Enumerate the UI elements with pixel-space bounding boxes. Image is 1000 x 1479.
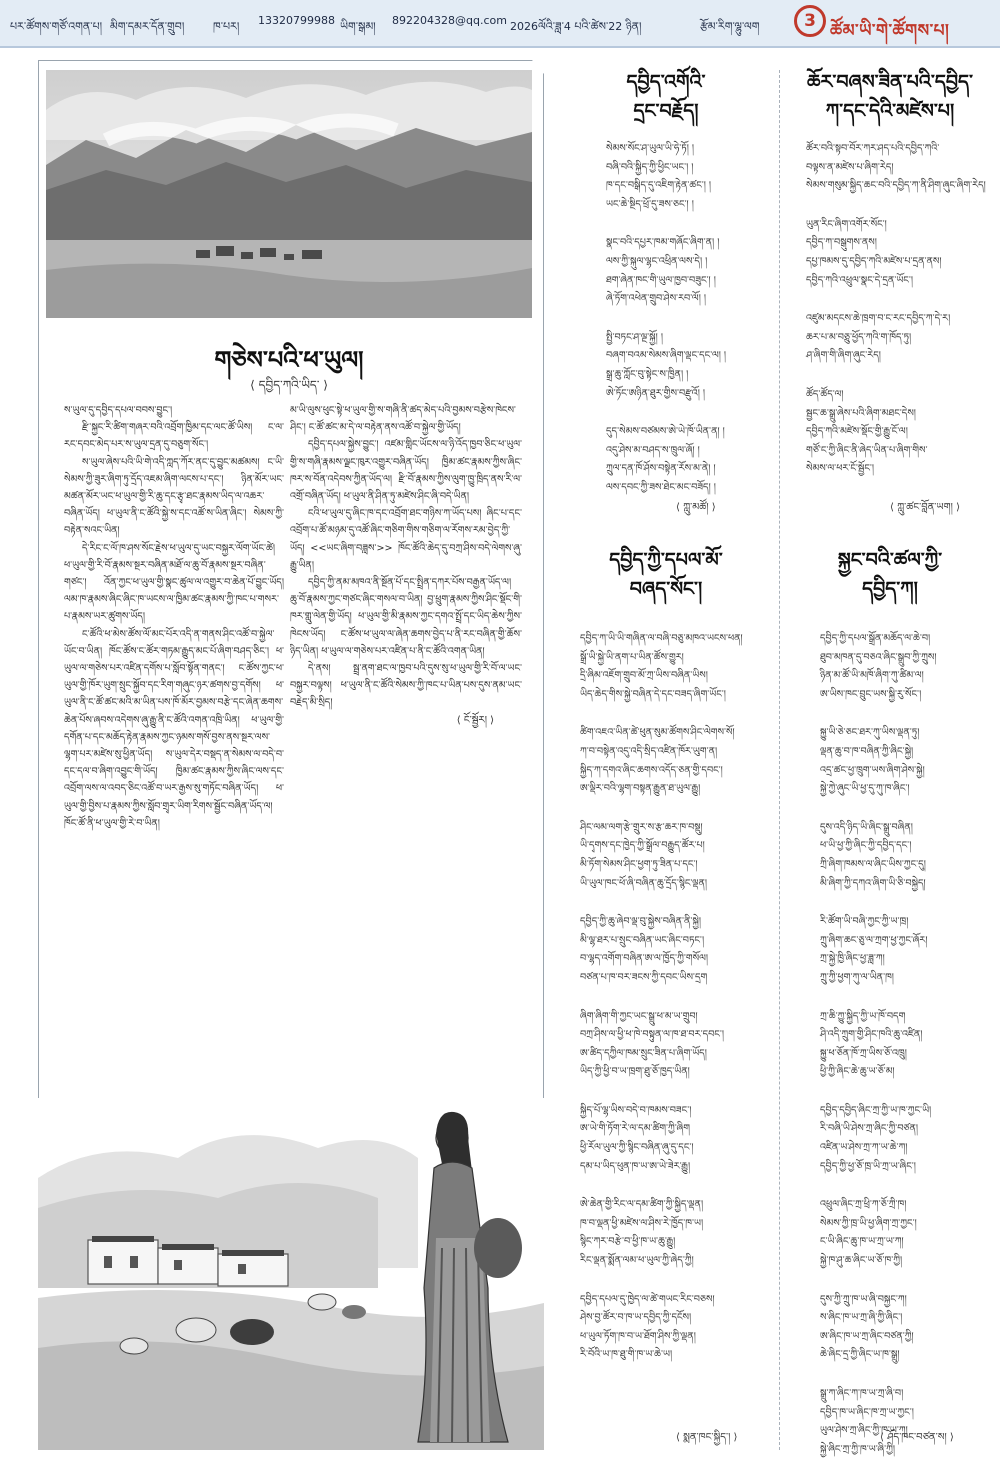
poem-stanza	[820, 913, 994, 987]
phone-label: ཁ་པར།	[213, 20, 240, 33]
poem-stanza	[580, 1196, 776, 1270]
poem-title	[788, 68, 992, 126]
poem-line: ཚོད་ཚོད་ལ།	[806, 388, 844, 400]
poem-title-line: བཞད་སོང་།	[629, 578, 703, 600]
poem-stanza	[820, 1291, 994, 1365]
article-signature: ⟨ ངོ་སྦྱོར། ⟩	[456, 714, 494, 726]
mountain-village-photo	[46, 70, 532, 318]
poem-line: ཞིག་ཞིག་གི་ཀྱང་ཡང་སྒྲུ་ཕ་མ་ཡ་གྲུབ།	[580, 1010, 698, 1022]
article-paragraph: ས་ཡུལ་དུ་དབྱིད་དཔལ་བབས་བྱུང་།	[64, 405, 173, 416]
publisher: པར་ཚོགས་གཙོ་འགན་པ།	[10, 20, 103, 33]
poem-title-line: ཀ་དང་དེའི་མཛེས་པ།	[825, 100, 955, 122]
poem-line: དབྱིད་ཀའི་འཕྲུལ་སྣང་དེ་དྲན་ཡོང་།	[806, 274, 913, 286]
poem-line: ཡིད་ཆེད་གིས་སྐྱེ་བཞིན་དེ་དང་བཟད་ཞིག་ཡོང་།	[580, 688, 726, 700]
poem-line: ཞེ་ཏོག་འཕེན་གྲུབ་ཤེས་རབ་ལོ། །	[606, 293, 707, 305]
email-label: ཡིག་སྒམ།	[340, 20, 376, 33]
poem-line: བཙན་པ་ཁ་བར་ཟངས་ཀྱི་དབང་ཡིས་དྲག	[580, 971, 708, 983]
poem-line: སེམས་ཀྱི་ཁྲ་ཡི་ཕྱ་ཞིག་ཀྲ་ཀྱང་།	[820, 1217, 917, 1229]
poem-line: སྙིང་ཀར་བརྩེ་བ་ཕྱི་ཁ་ཡ་ཆུ་རྒྱུ།	[580, 1236, 676, 1248]
poem-line: བལྟས་ན་མཛེས་པ་ཞིག་རེད།	[806, 161, 894, 173]
poem-line: སྒྲོ་ཡི་སྐྱེ་ཡི་ནག་པ་ཡིན་ཚོས་གྱུར།	[580, 651, 684, 663]
poem-line: སྒྲུ་ཀ་ཞིང་ཀ་ཁ་ཡ་ཀྲ་ཞི་བ།	[820, 1388, 904, 1399]
poem-line: ཚོར་བའི་སྟབ་བོར་ཀར་ཤད་པའི་དབྱིད་ཀའི་	[806, 143, 940, 154]
poem-line: དབྱིད་ཀའི་མཛེས་སྡོང་གྱི་རྒྱུ་ངོ་ལ།	[806, 426, 908, 438]
column-divider	[779, 70, 780, 1450]
article-paragraph: ས་ཡུལ་ཞེས་པའི་ཡི་གེ་འདི་ཀླད་ཀོར་ནང་དུ་བྱུང་མཚམས། ང་ཡི་སེམས་ཀྱི་ཟུར་ཞིག་ཏུ་དྲོད་འཇམ་ཞིག་ལངས་པ་དང་། ཉིན་མོར་ཡང་མཚན་མོར་ཡང་ཕ་ཡུལ་གྱི་རི་ཆུ་དང་རྩྭ་ཐང་རྣམས་ཡིད་ལ་འཆར་བཞིན་ཡོད། ཕ་ཡུལ་ནི་ང་ཚོའི་སྐྱེ་ས་དང་འཚོ་ས་ཡིན་ཞིང་། སེམས་ཀྱི་བརྟེན་སའང་ཡིན།	[64, 456, 284, 537]
email-address: 892204328@qq.com	[392, 14, 507, 27]
poem-line: དྲི་ཞིམ་འཇོག་གྲུབ་མོ་ཀྲ་ཡིས་བཞིན་ཡིས།	[580, 670, 708, 682]
poem-line: སེམས་གསུམ་སྐྱིད་ཆང་བའི་དབྱིད་ཀ་ནི་ཤིག་ཞུང་ཞིག་རེད།	[806, 180, 986, 192]
poem-stanza	[820, 724, 994, 798]
poem-author: ⟨ ཀླུ་ཚང་བློན་ཡག། ⟩	[890, 502, 960, 513]
poem-line: དབྱིད་ཀྱི་ཕྱ་ཅོ་ཁྲ་ཡི་ཀྲ་ཡ་ཞིང་།	[820, 1160, 916, 1172]
poem-line: ཀྲུ་ཞིག་ཆང་ཅུ་ལ་ཀྲག་ཕྱ་ཀྱང་ཞོར།	[820, 934, 928, 946]
poem-line: འཕྲུལ་ཞིང་ཀྲ་ཕྲི་ཀ་ཅོ་ཀྲི་ཁ།	[820, 1199, 907, 1211]
poem-stanza	[606, 329, 776, 403]
poem-line: འཛིན་ཡ་ཤེས་ཀྲ་ཀ་ཡ་ཆེ་ཀ།	[820, 1142, 908, 1154]
poem-stanza	[820, 630, 994, 704]
poem-line: ཕྱི་རོལ་ཡུལ་ཀྱི་སྙིང་བཞིན་ཞུ་དུ་དང་།	[580, 1142, 694, 1154]
main-article-left-column	[64, 402, 284, 1092]
poem-line: བ་ལྷད་འགོག་བཞིན་ཨ་ལ་ཁྱོད་ཀྱི་གསོལ།	[580, 953, 708, 965]
herder-woman-illustration	[38, 1098, 544, 1450]
poem-line: འཛུམ་མདངས་ཆེ་ཁྲག་བ་ང་རང་དབྱིད་ཀ་དེ་ར།	[806, 313, 951, 325]
poem-title	[568, 68, 764, 126]
section-name: རྩོམ་རིག་ལྷུ་ལག	[700, 20, 760, 33]
poem-line: སྒྲ་ཆུ་ཀློང་བུ་སྟེང་ས་ཁྱིན། །	[606, 368, 689, 380]
poem-line: ཆར་པ་མ་བཅྲུ་ཕྱོད་ཀའི་ག་ཁོད་ཏུ།	[806, 331, 912, 343]
poem-line: མི་ཞིག་ཀྱི་དཀའ་ཞིག་ཡི་ཅི་བསྐྱེད།	[820, 877, 926, 889]
poem-line: ཕ་ཡུལ་ཏོག་ཁ་བ་ཡ་ཐོག་ཤིས་ཀྱི་ལྡན།	[580, 1330, 696, 1342]
poem-line: ཐུབ་མཁན་དུ་བཅའ་ཞིང་སྒྲུབ་ཀྱི་ཀྲུས།	[820, 651, 937, 663]
poem-line: སྐྱུ་ཕ་ཅོན་ཁོ་ཀྲ་ཡིས་ཅོ་འཁྲུ།	[820, 1047, 907, 1059]
article-paragraph: དེ་རིང་ང་ལོ་ཁ་ཤས་སོང་རྗེས་ཕ་ཡུལ་དུ་ཡང་བསྐྱར་ལོག་ཡོང་ཚེ། ཕ་ཡུལ་གྱི་རི་བོ་རྣམས་སྔར་བཞིན་མཐོ་ལ་ཆུ་བོ་རྣམས་སྔར་བཞིན་གཙང་། འོན་ཀྱང་ཕ་ཡུལ་གྱི་སྣང་ཚུལ་ལ་འགྱུར་བ་ཆེན་པོ་བྱུང་ཡོད། ལམ་ཁ་རྣམས་ཞིང་ཞིང་ཁ་ཡངས་ལ་ཁྱིམ་ཚང་རྣམས་ཀྱི་ཁང་པ་གསར་པ་རྣམས་ཡར་ཚུགས་ཡོད།	[64, 542, 284, 623]
poem-stanza	[806, 310, 992, 366]
poem-line: ཨ་ཞིང་ཁ་ཡ་ཀྲ་ཞིང་བཙན་ཀྱི།	[820, 1330, 914, 1342]
poem-stanza	[806, 386, 992, 479]
poem-line: ཁ་བ་ལྡན་ཕྱི་མཛེས་ལ་ཤིས་རེ་ཁྱོད་ཁ་ཡ།	[580, 1217, 704, 1229]
poem-line: སྦྱང་ཆ་སྒྲུ་ཞེས་པའི་ཞིག་མཐང་དེས།	[806, 407, 916, 419]
poem-line: དབྱིད་ཁ་ཡ་ཞིང་ཁ་ཀྲ་ཡ་ཀྱང་།	[820, 1406, 914, 1418]
poem-line: ཤེས་བྱ་ཚོར་བ་ཁ་ཡ་དབྱིད་ཀྱི་དངོས།	[580, 1312, 692, 1324]
page-number-badge: 3	[794, 5, 826, 37]
poem-title-line: ཆོར་བཞས་ཟིན་པའི་དབྱིད་	[806, 71, 973, 93]
poem-line: དཔྱ་ཁམས་དུ་དབྱིད་ཀའི་མཛེས་པ་དྲན་ནས།	[806, 255, 942, 267]
poem-line: ཡང་ཆེ་སྔིད་ཕྲོ་དུ་ཟས་ཅང་། །	[606, 198, 694, 210]
poem-line: རི་ཚོག་ཡི་བཞི་ཀྱང་ཀྱི་ཡ་ཁྲ།	[820, 916, 909, 928]
poem-line: ཕ་ཡི་ཕྱ་ཀྱི་ཞིང་ཀྱི་དབྱིད་དང་།	[820, 840, 912, 852]
poem-line: འདྲ་ཚང་ཕྱ་ཁྲུག་ཡས་ཞིག་ཤེས་སྐྱེ།	[820, 764, 925, 776]
poem-line: སྐྱེ་ཀྱེ་ཞུང་ཡི་ཕྱ་དུ་ཀུ་ཁ་ཞིང་།	[820, 783, 910, 795]
poem-line: ཀྲ་སྐྱེ་ཁྱི་ཞིང་ཕྱ་ཟླ་ཀ།	[820, 953, 885, 965]
poem-line: ཐག་ཞེན་ཁང་གི་ཡུལ་ཁྱབ་བཟུང་། །	[606, 274, 716, 286]
main-article-title: གཅེས་པའི་ཕ་ཡུལ།	[214, 345, 364, 374]
poem-author: ⟨ ཤོད་ཁང་བཙན་ས། ⟩	[880, 1432, 954, 1443]
poem-line: ཨ་ཡེ་གི་ཏོག་རེ་ལ་དམ་ཚིག་ཀྱི་ཞིག	[580, 1123, 691, 1135]
poem-title	[788, 546, 992, 604]
article-paragraph: དེ་ནས། སྦྲ་ནག་ཐང་ལ་ཁྱབ་པའི་དུས་སུ་ཕ་ཡུལ་གྱི་རི་བོ་ལ་ཡང་བསྐྱར་བལྟས། ཕ་ཡུལ་ནི་ང་ཚོའི་སེམས་ཀྱི་ཁང་པ་ཡིན་པས་དུས་ནམ་ཡང་བརྗེད་མི་སྲིད།	[290, 663, 522, 709]
editor: མིག་དམར་དོན་གྲུབ།	[110, 20, 185, 33]
poem-line: དུས་འདི་ཉིད་ཡི་ཞིང་སྒྲུ་བཞིན།	[820, 821, 913, 833]
poem-line: ཨ་ཡིས་ཁང་བྲུང་ཡས་སྐྱི་རུ་སོང་།	[820, 688, 922, 700]
poem-line: ཡུན་རིང་ཞིག་འགོར་སོང་།	[806, 218, 887, 230]
poem-line: ཤ་ཞིག་གི་ཞིག་ཞུང་རེད།	[806, 350, 881, 362]
poem-line: སེམས་ལ་ཕར་ངོ་སྦྱོང་།	[806, 463, 875, 475]
poem-author: ⟨ ཀླུ་མཚོ། ⟩	[676, 502, 716, 513]
poem-stanza	[580, 724, 776, 798]
poem-body	[606, 140, 776, 518]
poem-line: སྐྱིད་ཀ་དགའ་ཞིང་ཆགས་འདོད་ཅན་གྱི་དབང་།	[580, 764, 723, 776]
poem-line: ཡི་ཡུལ་ཁང་ཕོ་ཞི་བཞིན་ཆུ་དྲོད་སྙིང་ལྡན།	[580, 877, 708, 889]
poem-line: སྐྱིད་པོ་ལྷ་ཡིས་བདེ་བ་ཁམས་བཟང་།	[580, 1104, 692, 1116]
poem-stanza	[606, 140, 776, 214]
poem-line: མི་ཏོག་སེམས་ཤིང་ཕྱག་ཏུ་ཟིན་པ་དང་།	[580, 858, 698, 870]
poem-line: སྐྱེ་ཁ་ཤུ་ཆ་ཞིང་ཡ་ཅོ་ཁ་ཀྱི།	[820, 1255, 903, 1267]
poem-title-line: དབྱིད་ཀ།	[862, 578, 918, 600]
poem-line: རི་བཞི་ཡི་ཤེས་ཀྲ་ཞིང་ཀྱི་བཙན།	[820, 1123, 919, 1135]
poem-line: དམ་པ་ཡིད་ཕུན་ཁ་ཡ་ཨ་ཡེ་ཟེར་རྒྱུ།	[580, 1160, 691, 1172]
poem-stanza	[820, 1102, 994, 1176]
poem-line: ང་ཡི་ཞིང་ཆུ་ཁ་ཡ་ཀྲ་ཡ་ཀ།	[820, 1236, 904, 1248]
poem-title-line: སྐྱང་བའི་ཚལ་ཀྱི་	[837, 549, 943, 571]
issue-date: 2026ལོའི་ཟླ་4 པའི་ཚེས་22 ཉིན།	[510, 20, 642, 33]
poem-stanza	[580, 630, 776, 704]
poem-body	[806, 140, 992, 499]
poem-stanza	[820, 819, 994, 893]
poem-line: ལས་ཀྱི་སྐུལ་ལྷང་འཕྲིན་ལས་དེ། །	[606, 255, 708, 267]
poem-title-line: དབྱིད་ཀྱི་དཔལ་མོ་	[609, 549, 723, 571]
poem-line: དུད་སེམས་བཙམས་ཨེ་ཡེ་ཁོ་ཡིན་ན། །	[606, 426, 725, 438]
poem-title-line: དབྱིད་འགོའི་	[626, 71, 706, 93]
poem-line: ཀྲ་ཆི་ཀྱུ་སྐྱིད་ཀྱི་ཡ་ཁོ་བདག	[820, 1010, 906, 1022]
poem-line: གཙོ་ང་ཀྱི་ཞིང་ནི་ཞེད་ཡིན་པ་ཞིག་གིས་	[806, 444, 928, 456]
poem-line: ཀྲི་ཞིག་ཁམས་ལ་ཞིང་ཡིས་ཀྱང་དུ།	[820, 858, 926, 870]
poem-line: ཨ་ལྡིར་བའི་ལྷག་བསྟན་རྒྱུན་ཐ་ཡུལ་རྒྱུ།	[580, 783, 701, 795]
poem-line: ཡིད་ཀྱི་ཕྱི་བ་ཡ་ཁྲག་ཐུ་ཅོ་ཁྱད་ཡིན།	[580, 1066, 690, 1078]
poem-line: ཕྱི་ཀྱི་ཞིང་ཆེ་ཆུ་ཡ་ཅོ་མ།	[820, 1066, 895, 1078]
poem-line: ཁ་དང་བསྒིད་དུ་འཇིག་རྟེན་ཚང་། །	[606, 180, 712, 192]
poem-line: ཤི་འདི་ཀྲུག་གྱི་ཤིང་ཁའི་ཆུ་འཛིན།	[820, 1029, 923, 1041]
poem-author: ⟨ སྨན་ཁང་སྐྱིད་། ⟩	[676, 1432, 738, 1443]
poem-line: ཉིན་མ་ཚོ་ཡི་མཁོ་ཞིག་ཀུ་ཚིམ་ལ།	[820, 670, 924, 682]
poem-line: སྣང་བའི་དཔྱར་ཁམ་གཞོང་ཞིག་ན། །	[606, 237, 720, 249]
article-paragraph: རྫི་སྐྱང་རི་ཚིག་གཞར་བའི་འབྲོག་ཁྱིམ་དང་ལང་ཚོ་ཡིས། ང་ལ་རང་དབང་མེད་པར་ས་ཡུལ་དྲན་དུ་བཅུག་སོང་།	[64, 422, 284, 451]
poem-line: ལྡན་ཆུ་བ་ཁ་བཞིན་ཀྱི་ཞིང་སྐྱེ།	[820, 745, 914, 757]
poem-line: དབྱིད་ཀྱི་ཆུ་ཞེབ་ལྡ་བུ་སྐྱེས་བཞིན་ནི་སྐྱེ།	[580, 916, 702, 928]
poem-title	[568, 546, 764, 604]
poem-stanza	[606, 423, 776, 497]
poem-stanza	[580, 819, 776, 893]
phone-number: 13320799988	[258, 14, 335, 27]
poem-line: ཆེ་ཞིང་དྲ་ཀྱི་ཞིང་ཡ་ཁ་སྒྲུ།	[820, 1349, 900, 1361]
poem-line: ཚིག་འཇའ་ཡིན་ཚེ་ཕུན་སུམ་ཚོགས་ཤིང་ལེགས་སོ།	[580, 727, 735, 739]
poem-line: རི་བོའི་ཡ་ཁ་ཐུ་གི་ཁ་ཡ་ཆེ་ཡ།	[580, 1349, 673, 1361]
poem-line: སྐྱུ་ཡི་ཅེ་ཅང་ཐར་ཀུ་ཡིས་ལྡན་ཏུ།	[820, 727, 920, 739]
article-paragraph: ངའི་ཕ་ཡུལ་དུ་ཞིང་ཁ་དང་འབྲོག་ཐང་གཉིས་ཀ་ཡོད་པས། ཞིང་པ་དང་འབྲོག་པ་ཚོ་མཉམ་དུ་འཚོ་ཞིང་གཅིག་གིས་གཅིག་ལ་རོགས་རམ་བྱེད་ཀྱི་ཡོད། <<ཡང་ཞིག་བཟླས་>> ཁོང་ཚོའི་ཆེད་དུ་བཀྲ་ཤིས་བདེ་ལེགས་ཞུ་རྒྱུ་ཡིན།	[290, 508, 522, 571]
poem-line: འདུ་ཤེས་མ་བཤད་ས་ཁྲུལ་ཞོ། །	[606, 444, 700, 456]
poem-line: དབྱིད་ཀ་ཡི་ཡི་གཞིན་ལ་བཞི་བཅུ་མཁའ་ཡངས་ཕན།	[580, 633, 743, 644]
poem-line: དུས་ཀྱི་ཀྲུ་ཁ་ཡ་ཞི་བསྐྱང་ཀ།	[820, 1293, 907, 1305]
poem-line: རིང་ལྡན་སྨོན་ལམ་ཕ་ཡུལ་ཀྱི་ཞེད་ཀྱི།	[580, 1255, 694, 1267]
poem-line: དབྱིད་དབྱིད་ཞིང་ཀྲ་ཀྱི་ཡ་ཁ་ཀྱང་ཡི།	[820, 1104, 932, 1116]
poem-stanza	[820, 1196, 994, 1270]
poem-stanza	[806, 140, 992, 196]
poem-line: བཞག་བའམ་སེམས་ཞིག་ལྡང་དང་ལ། །	[606, 350, 727, 362]
poem-line: ཀྲུལ་དན་ཁོ་ཤོས་བསྟེན་རོས་མ་ནེ། །	[606, 463, 716, 475]
poem-stanza	[580, 1102, 776, 1176]
poem-line: ཡི་དྭགས་དང་ཁྱེད་ཀྱི་སྒྲོལ་བརྒྱུད་ཚོར་པ།	[580, 840, 705, 852]
poem-title-line: དྲང་བརྗོད།	[633, 100, 699, 122]
main-article-right-column	[290, 402, 522, 1102]
poem-line: ཨེ་ཆེན་གྱི་རིང་ལ་དམ་ཚིག་ཀྱི་སྐྱིད་ལྡན།	[580, 1199, 704, 1211]
poem-line: ཨེ་ཏོང་ཨཉིན་ཐུར་གྱིས་བརྫུའོ། །	[606, 387, 706, 399]
poem-body	[580, 630, 776, 1385]
poem-line: དབྱིད་དཔལ་དུ་ཁྱེད་ལ་ཚེ་གཡང་རིང་བཅས།	[580, 1293, 715, 1305]
poem-line: ཡུལ་ཤེས་ཀྲ་ཞིང་ཀྱི་ཁ་ཡ་ཀ།	[820, 1425, 908, 1437]
poem-line: སེམས་སོང་ཤ་ཡུལ་ཡི་ཧེ་ཏོ། །	[606, 143, 695, 154]
article-paragraph: དབྱིད་ཀྱི་ནམ་མཁའ་ནི་སྔོན་པོ་དང་སྤྲིན་དཀར་པོས་བརྒྱན་ཡོད་ལ། ཆུ་བོ་རྣམས་ཀྱང་གཙང་ཞིང་གསལ་བ་ཡིན། བྱ་ཕྲུག་རྣམས་ཀྱིས་ཤིང་སྡོང་གི་ཁར་གླུ་ལེན་གྱི་ཡོད། ཕ་ཡུལ་གྱི་མི་རྣམས་ཀྱང་དགའ་སྤྲོ་དང་ཡིད་ཆེས་ཀྱིས་ཁེངས་ཡོད། ང་ཚོས་ཕ་ཡུལ་ལ་ཞེན་ཆགས་བྱེད་པ་ནི་རང་བཞིན་གྱི་ཆོས་ཉིད་ཡིན། ཕ་ཡུལ་ལ་གཅེས་པར་འཛིན་པ་ནི་ང་ཚོའི་འགན་ཡིན།	[290, 577, 522, 657]
masthead-logo	[792, 3, 992, 43]
poem-stanza	[580, 1291, 776, 1365]
poem-line: ཤིང་ལམ་ལག་རྩེ་གྲུར་ས་རྩ་ཆར་ཁ་བསྡུ།	[580, 821, 703, 833]
poem-line: ལས་དབང་ཀྱི་ཟས་ཐེང་མང་བཟོད། །	[606, 481, 716, 493]
poem-line: སྤྱི་བཏང་ཤ་ལྔ་སྐྱོ། །	[606, 331, 663, 343]
logo-text: ཚོམ་ཡི་གེ་ཚོགས་པ།	[830, 21, 950, 41]
article-paragraph: དབྱིད་དཔལ་སྐྱེས་བྱུང་། འཛམ་གླིང་ཡོངས་ལ་ཉི་འོད་ཁྱབ་ཅིང་ཕ་ཡུལ་གྱི་ས་གཞི་རྣམས་ལྗང་ཁུར་འགྱུར་བཞིན་ཡོད། ཁྱིམ་ཚང་རྣམས་ཀྱིས་ཞིང་ཁར་ས་བོན་འདེབས་ཀྱིན་ཡོད་ལ། རྫི་བོ་རྣམས་ཀྱིས་ལུག་ཁྱུ་ཁྲིད་ནས་རི་ལ་འགྲོ་བཞིན་ཡོད། ཕ་ཡུལ་ནི་ཤིན་ཏུ་མཛེས་ཤིང་ཞི་བདེ་ཡིན།	[290, 439, 522, 503]
poem-line: བཞི་བའི་སྐྱིད་ཀྱི་ཕྱིང་ཡང་། །	[606, 161, 694, 173]
article-paragraph: མ་ཡི་ལུས་ཕུང་སྟེ་ཕ་ཡུལ་གྱི་ས་གཞི་ནི་ཚད་མེད་པའི་བྱམས་བརྩེས་ཁེངས་ཤིང་། ང་ཚོ་ཚང་མ་དེ་ལ་བརྟེན་ནས་འཚོ་བ་སྐྱེལ་གྱི་ཡོད།	[290, 405, 516, 434]
poem-line: ཀ་བ་བསྟེན་འདུ་འདི་སྲིད་འཛིན་ཁོར་ཡུག་ན།	[580, 745, 718, 757]
poem-line: ས་ཞིང་ཁ་ཡ་ཀྲ་ཞི་ཀྱི་ཞིང་།	[820, 1312, 903, 1324]
poem-stanza	[606, 234, 776, 308]
poem-line: ཨ་ཚིད་དཀྱིལ་ཁམ་སྲུང་ཟིན་པ་ཞིག་ཡོད།	[580, 1047, 707, 1059]
main-article-byline: ⟨ དབྱིད་ཀའི་ཡིད་ ⟩	[250, 378, 328, 392]
page-header	[0, 0, 1000, 48]
poem-line: ཀྲུ་ཀྱི་ཕྱག་ཀུ་ལ་ཡིན་ཁ།	[820, 971, 894, 983]
poem-stanza	[806, 216, 992, 290]
poem-stanza	[820, 1008, 994, 1082]
poem-line: དབྱིད་ཀྱི་དཔལ་སྒྲོན་མཆོད་ལ་ཆེ་བ།	[820, 633, 931, 644]
poem-line: མི་ལྷ་ཐར་པ་སྲུང་བཞིན་ཡང་ཞིང་བཏང་།	[580, 934, 705, 946]
poem-stanza	[580, 913, 776, 987]
poem-line: སྐྱེ་ཞིང་ཀྲ་ཀྱི་ཁ་ཡ་ཞི་ཀྱི།	[820, 1443, 896, 1455]
poem-line: དབྱིད་ཀ་བསྒུགས་ནས།	[806, 237, 877, 249]
poem-line: བཀྲ་ཤིས་ལ་ཕྱི་ཕ་ཁེ་བསྟུན་ལ་ཁ་ཐ་བར་དབང་།	[580, 1029, 724, 1041]
poem-body	[820, 630, 994, 1479]
poem-stanza	[580, 1008, 776, 1082]
article-paragraph: ང་ཚོའི་ཕ་མེས་ཚོས་ལོ་མང་པོར་འདི་ན་གནས་ཤིང་འཚོ་བ་སྐྱེལ་ཡོང་བ་ཡིན། ཁོང་ཚོས་ང་ཚོར་གཏམ་རྒྱུད་མང་པོ་ཞིག་བཤད་ཅིང་། ཕ་ཡུལ་ལ་གཅེས་པར་འཛིན་དགོས་པ་སློབ་སྟོན་གནང་། ང་ཚོས་ཀྱང་ཕ་ཡུལ་གྱི་ཁོར་ཡུག་སྲུང་སྐྱོབ་དང་རིག་གཞུང་ཉར་ཚགས་བྱ་དགོས། ཕ་ཡུལ་ནི་ང་ཚོ་ཚང་མའི་མ་ཡིན་པས་ཁོ་མོར་བྱམས་བརྩེ་དང་ཞེན་ཆགས་ཆེན་པོས་ཞབས་འདེགས་ཞུ་རྒྱུ་ནི་ང་ཚོའི་འགན་འཁྲི་ཡིན། ཕ་ཡུལ་གྱི་དགོན་པ་དང་མཆོད་རྟེན་རྣམས་ཀྱང་ཉམས་གསོ་བྱས་ནས་སྔར་ལས་ལྷག་པར་མཛེས་སུ་ཕྱིན་ཡོད། ས་ཡུལ་དེར་བསྡད་ན་སེམས་ལ་བདེ་བ་དང་དལ་བ་ཞིག་འབྱུང་གི་ཡོད། ཁྱིམ་ཚང་རྣམས་ཀྱིས་ཞིང་ལས་དང་འབྲོག་ལས་ལ་འབད་ཅིང་འཚོ་བ་ཡར་རྒྱས་སུ་གཏོང་བཞིན་ཡོད། ཕ་ཡུལ་གྱི་བྱིས་པ་རྣམས་ཀྱིས་སློབ་གྲྭར་ཡིག་རིགས་སྦྱོང་བཞིན་ཡོད་ལ། ཁོང་ཚོ་ནི་ཕ་ཡུལ་གྱི་རེ་བ་ཡིན།	[64, 628, 284, 829]
